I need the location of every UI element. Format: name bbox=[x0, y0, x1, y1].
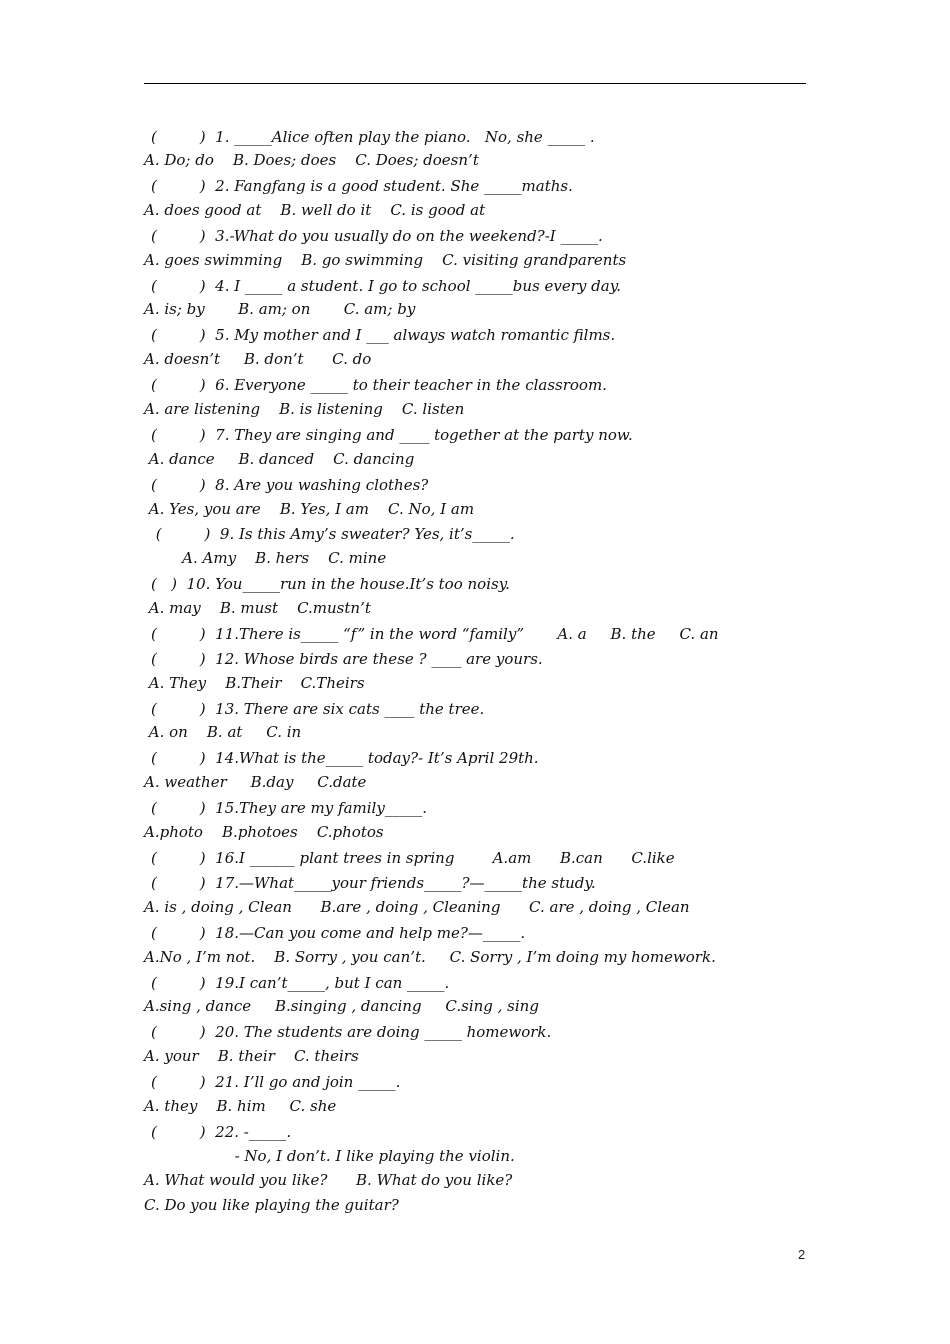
question-4-options: A. is; by B. am; on C. am; by bbox=[144, 300, 416, 318]
question-5: ( ) 5. My mother and I ___ always watch romantic films. bbox=[151, 326, 616, 344]
question-15: ( ) 15.They are my family_____. bbox=[151, 799, 428, 817]
question-9: ( ) 9. Is this Amy’s sweater? Yes, it’s_____. bbox=[151, 525, 515, 543]
question-22-option-c: C. Do you like playing the guitar? bbox=[144, 1196, 399, 1214]
question-20-options: A. your B. their C. theirs bbox=[144, 1047, 359, 1065]
question-14-options: A. weather B.day C.date bbox=[144, 773, 367, 791]
question-6: ( ) 6. Everyone _____ to their teacher in the classroom. bbox=[151, 376, 607, 394]
question-10-options: A. may B. must C.mustn’t bbox=[144, 599, 371, 617]
question-6-options: A. are listening B. is listening C. listen bbox=[144, 400, 465, 418]
question-21-options: A. they B. him C. she bbox=[144, 1097, 337, 1115]
question-2: ( ) 2. Fangfang is a good student. She _____maths. bbox=[151, 177, 573, 195]
question-19: ( ) 19.I can’t_____, but I can _____. bbox=[151, 974, 450, 992]
question-7-options: A. dance B. danced C. dancing bbox=[144, 450, 415, 468]
question-17: ( ) 17.—What_____your friends_____?—_____the study. bbox=[151, 874, 596, 892]
question-19-options: A.sing , dance B.singing , dancing C.sing , sing bbox=[144, 997, 539, 1015]
question-21: ( ) 21. I’ll go and join _____. bbox=[151, 1073, 401, 1091]
question-7: ( ) 7. They are singing and ____ together at the party now. bbox=[151, 426, 633, 444]
question-16: ( ) 16.I ______ plant trees in spring A.am B.can C.like bbox=[151, 849, 675, 867]
question-5-options: A. doesn’t B. don’t C. do bbox=[144, 350, 372, 368]
question-11: ( ) 11.There is_____ “f” in the word “family” A. a B. the C. an bbox=[151, 625, 719, 643]
question-17-options: A. is , doing , Clean B.are , doing , Cleaning C. are , doing , Clean bbox=[144, 898, 690, 916]
question-3: ( ) 3.-What do you usually do on the weekend?-I _____. bbox=[151, 227, 603, 245]
question-15-options: A.photo B.photoes C.photos bbox=[144, 823, 384, 841]
question-1: ( ) 1. _____Alice often play the piano. No, she _____ . bbox=[151, 128, 595, 146]
question-3-options: A. goes swimming B. go swimming C. visiting grandparents bbox=[144, 251, 627, 269]
question-9-options: A. Amy B. hers C. mine bbox=[144, 549, 387, 567]
question-4: ( ) 4. I _____ a student. I go to school _____bus every day. bbox=[151, 277, 621, 295]
question-12: ( ) 12. Whose birds are these ? ____ are yours. bbox=[151, 650, 543, 668]
question-14: ( ) 14.What is the_____ today?- It’s April 29th. bbox=[151, 749, 539, 767]
question-2-options: A. does good at B. well do it C. is good at bbox=[144, 201, 486, 219]
question-20: ( ) 20. The students are doing _____ homework. bbox=[151, 1023, 552, 1041]
question-22-response: - No, I don’t. I like playing the violin. bbox=[144, 1147, 515, 1165]
question-18-options: A.No , I’m not. B. Sorry , you can’t. C. Sorry , I’m doing my homework. bbox=[144, 948, 716, 966]
question-8-options: A. Yes, you are B. Yes, I am C. No, I am bbox=[144, 500, 475, 518]
header-rule bbox=[144, 83, 806, 84]
question-22-options-ab: A. What would you like? B. What do you like? bbox=[144, 1171, 513, 1189]
question-18: ( ) 18.—Can you come and help me?—_____. bbox=[151, 924, 526, 942]
question-10: ( ) 10. You_____run in the house.It’s too noisy. bbox=[151, 575, 510, 593]
question-12-options: A. They B.Their C.Theirs bbox=[144, 674, 365, 692]
question-13: ( ) 13. There are six cats ____ the tree. bbox=[151, 700, 485, 718]
question-1-options: A. Do; do B. Does; does C. Does; doesn’t bbox=[144, 151, 479, 169]
question-13-options: A. on B. at C. in bbox=[144, 723, 302, 741]
question-22: ( ) 22. -_____. bbox=[151, 1123, 292, 1141]
page-number: 2 bbox=[798, 1247, 806, 1262]
question-8: ( ) 8. Are you washing clothes? bbox=[151, 476, 429, 494]
